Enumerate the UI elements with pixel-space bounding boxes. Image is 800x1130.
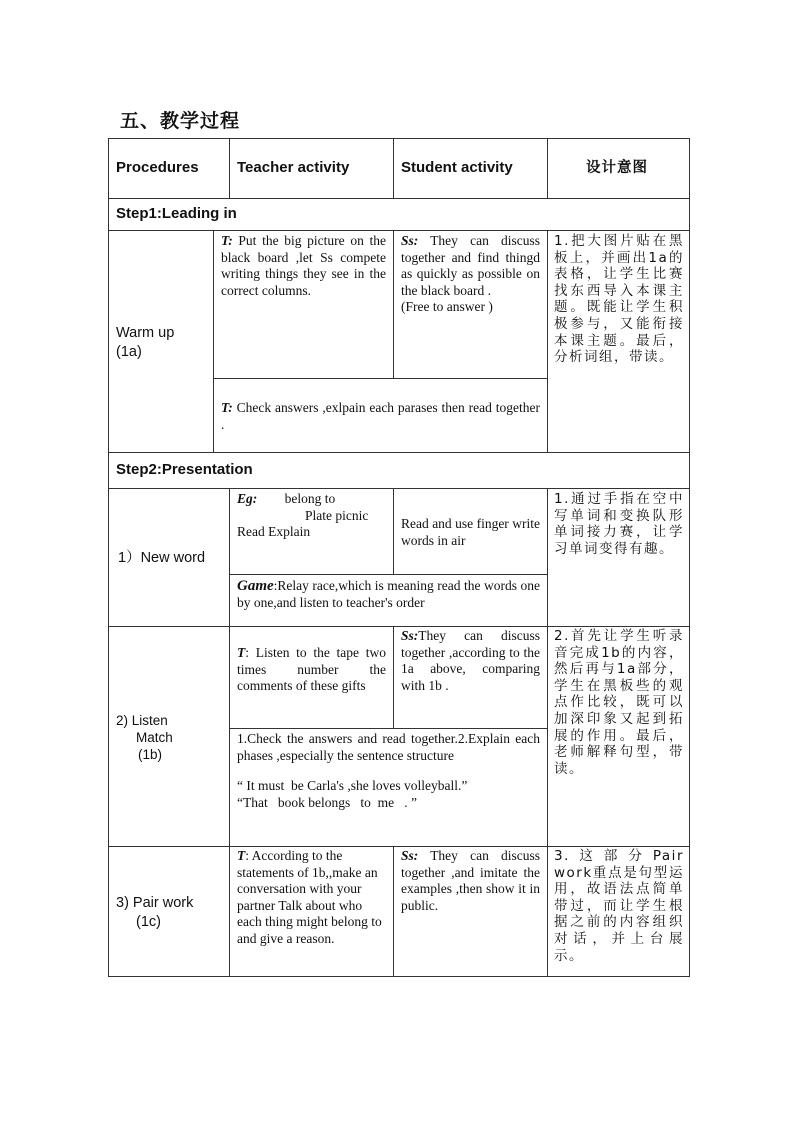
warmup-teacher-text: Put the big picture on the black board ,let Ss compete writing things they see in the correct columns.: [221, 233, 386, 298]
pair-label-line2: (1c): [136, 914, 161, 930]
teacher2-label: T:: [221, 400, 233, 415]
pair-student-text: They can discuss together ,and imitate the examples ,then show it in public.: [401, 848, 540, 913]
pair-label: [116, 894, 193, 932]
newword-label: 1）New word: [118, 550, 206, 566]
listen-student-label: Ss:: [401, 628, 419, 643]
newword-design-intent: 1.通过手指在空中写单词和变换队形单词接力赛，让学习单词变得有趣。: [554, 491, 684, 557]
newword-game: [237, 578, 540, 611]
warmup-label: [116, 324, 174, 362]
step1-title: Step1:Leading in: [116, 205, 237, 222]
teacher-label: T:: [221, 233, 233, 248]
eg-line2: Plate picnic: [305, 507, 369, 523]
listen-check: [237, 731, 540, 811]
warmup-student-activity: [401, 233, 540, 316]
pair-teacher-activity: [237, 848, 387, 948]
header-teacher-activity: Teacher activity: [237, 159, 350, 176]
listen-teacher-text: : Listen to the tape two times number the comments of these gifts: [237, 645, 386, 694]
warmup-design-intent: 1.把大图片贴在黑板上，并画出1a的表格，让学生比赛找东西导入本课主题。既能让学生积极参与，又能衔接本课主题。最后，分析词组，带读。: [554, 233, 684, 366]
warmup-label-name: Warm up: [116, 325, 175, 341]
game-label: Game: [237, 578, 274, 594]
warmup-teacher-activity: [221, 233, 386, 299]
step2-title: Step2:Presentation: [116, 461, 253, 478]
pair-teacher-label: T: [237, 848, 246, 863]
pair-teacher-text: : According to the statements of 1b,,make an conversation with your partner Talk about who each thing might belong to and give a reason.: [237, 848, 382, 946]
section-heading: 五、教学过程: [120, 110, 241, 132]
listen-quote2: “That book belongs to me . ”: [237, 794, 417, 810]
header-student-activity: Student activity: [401, 159, 513, 176]
warmup-teacher2-text: Check answers ,exlpain each parases then read together .: [221, 400, 540, 432]
listen-student-activity: [401, 628, 540, 694]
listen-quote1: “ It must be Carla's ,she loves volleyball.”: [237, 778, 468, 794]
listen-check-text: 1.Check the answers and read together.2.Explain each phases ,especially the sentence structure: [237, 731, 540, 763]
warmup-teacher-check: [221, 400, 540, 433]
warmup-label-code: (1a): [116, 344, 142, 360]
warmup-student-text: They can discuss together and find thingd as quickly as possible on the black board .: [401, 233, 540, 298]
game-text: :Relay race,which is meaning read the words one by one,and listen to teacher's order: [237, 578, 540, 610]
newword-student-activity: Read and use finger write words in air: [401, 516, 540, 548]
newword-teacher-activity: [237, 491, 387, 541]
pair-design-intent: 3.这部分Pair work重点是句型运用，故语法点简单带过，而让学生根据之前的内容组织对话，并上台展示。: [554, 848, 684, 964]
listen-label-line3: (1b): [138, 747, 163, 762]
listen-label: [116, 712, 173, 763]
header-design-intent: 设计意图: [586, 160, 648, 176]
eg-label: Eg:: [237, 491, 258, 506]
eg-line3: Read Explain: [237, 524, 311, 540]
pair-student-label: Ss:: [401, 848, 419, 863]
pair-student-activity: [401, 848, 540, 914]
listen-design-intent: 2.首先让学生听录音完成1b的内容，然后再与1a部分，学生在黑板些的观点作比较，既可以加深印象又起到拓展的作用。最后，老师解释句型，带读。: [554, 628, 684, 777]
warmup-student-note: (Free to answer ): [401, 299, 493, 315]
listen-teacher-activity: [237, 645, 386, 695]
eg-line1: belong to: [284, 491, 336, 506]
pair-label-line1: 3) Pair work: [116, 895, 194, 911]
listen-label-line2: Match: [136, 730, 173, 745]
student-label: Ss:: [401, 233, 419, 248]
listen-label-line1: 2) Listen: [116, 713, 168, 728]
listen-teacher-label: T: [237, 645, 246, 660]
header-procedures: Procedures: [116, 159, 199, 176]
listen-student-text: They can discuss together ,according to the 1a above, comparing with 1b .: [401, 628, 540, 693]
